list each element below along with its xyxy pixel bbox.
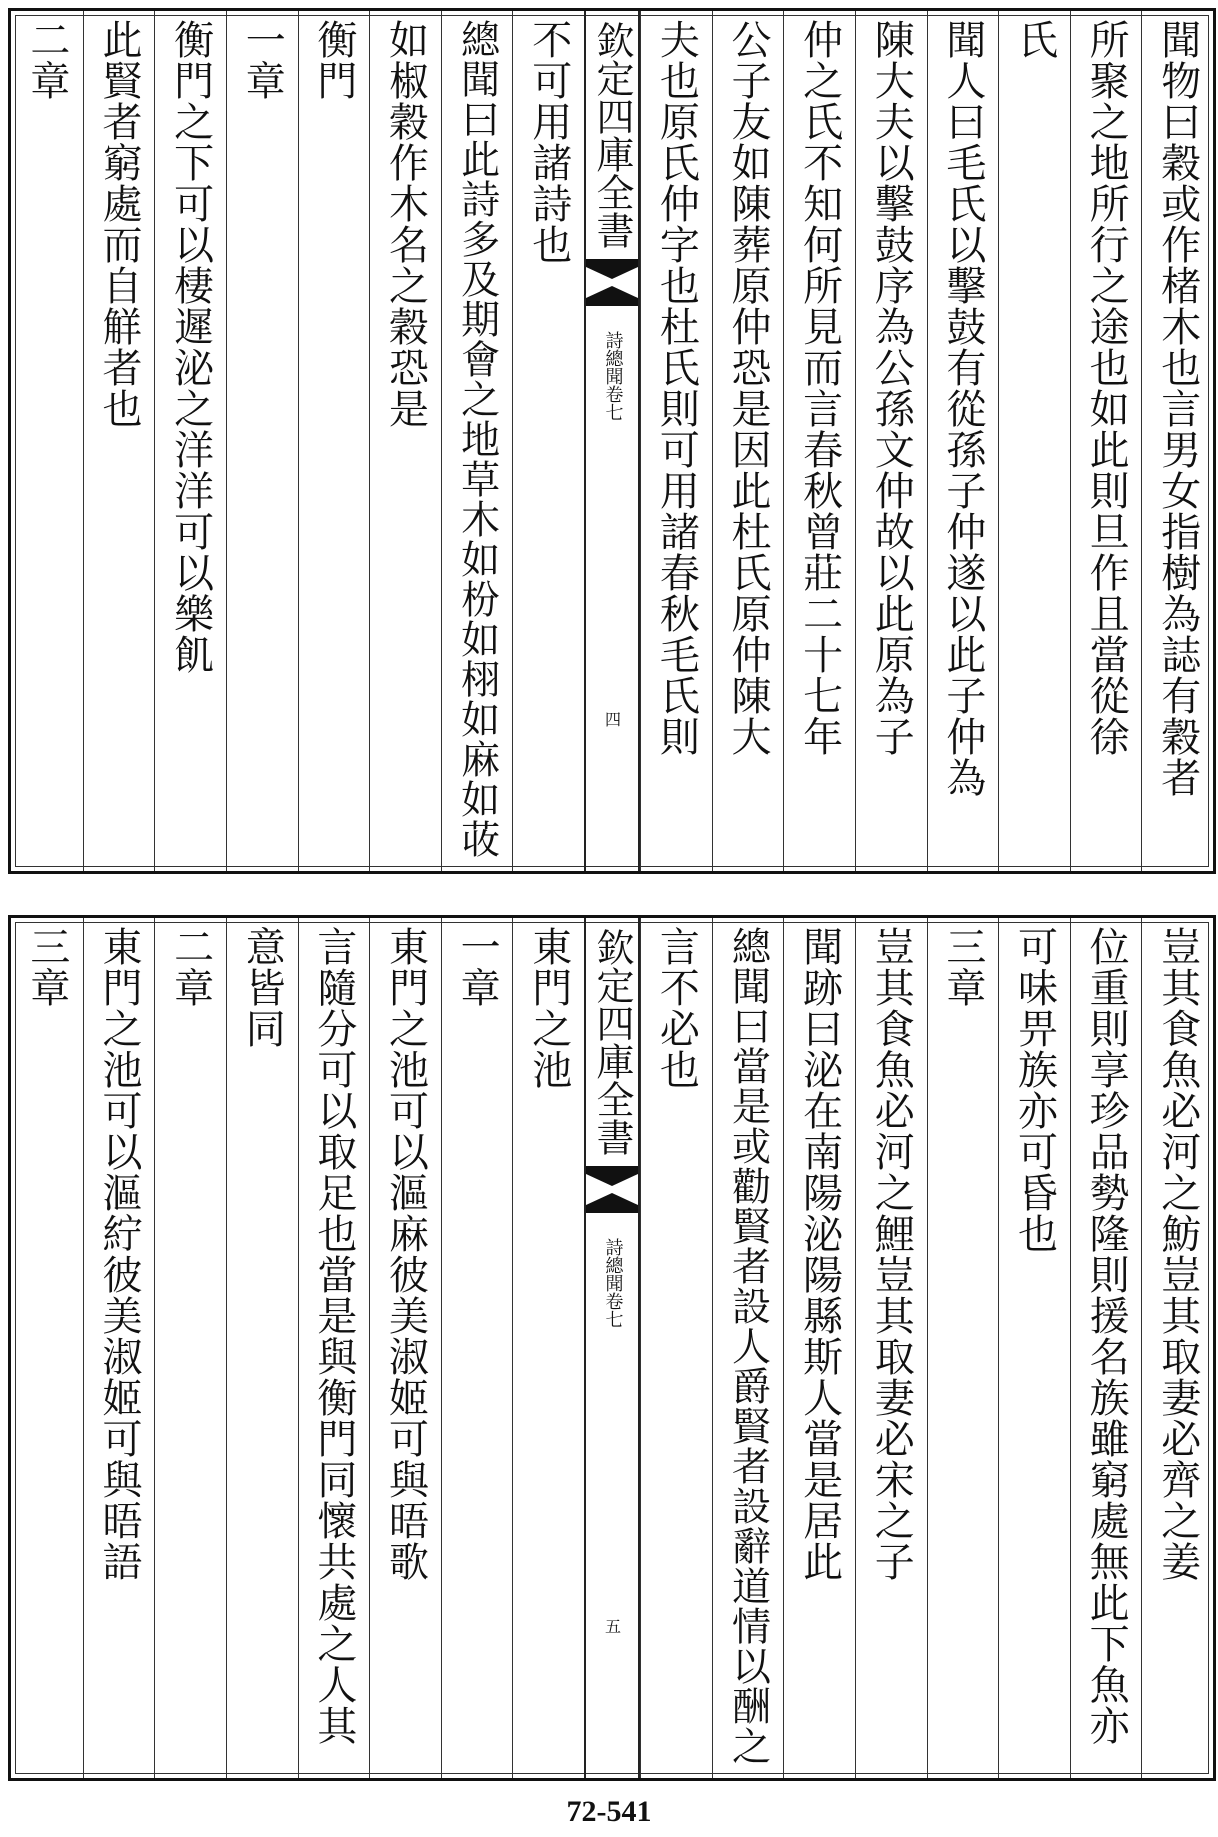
text-column [783,918,855,1778]
column-text: 可味畀族亦可昏也 [1011,926,1058,1254]
column-text: 意皆同 [239,926,286,1049]
center-margin [584,11,640,871]
text-column [154,918,226,1778]
text-column [998,918,1070,1778]
text-column [298,11,370,871]
series-title: 欽定四庫全書 [590,928,634,1156]
text-column [154,11,226,871]
column-text: 二章 [23,19,70,101]
book-name: 詩總聞 [602,1238,624,1292]
column-text: 如椒穀作木名之穀恐是 [382,19,429,429]
fishtail-mark-icon [586,1166,638,1186]
fishtail-mark-icon [586,1193,638,1213]
column-text: 聞物曰穀或作楮木也言男女指樹為誌有穀者 [1154,19,1201,798]
text-column [927,11,999,871]
leaf-number: 五 [602,1618,622,1634]
text-column [855,918,927,1778]
column-text: 總聞曰此詩多及期會之地草木如枌如栩如麻如荍 [454,19,500,859]
book-name: 詩總聞 [602,331,624,385]
column-text: 氏 [1011,19,1058,60]
page-panel-top [8,8,1216,874]
column-text: 所聚之地所行之途也如此則旦作且當從徐 [1083,19,1130,757]
column-text: 豈其食魚必河之魴豈其取妻必齊之姜 [1154,926,1201,1582]
volume-name: 卷七 [602,1292,624,1328]
text-column [369,11,441,871]
column-text: 一章 [454,926,501,1008]
column-text: 東門之池可以漚紵彼美淑姬可與晤語 [95,926,142,1582]
column-text: 公子友如陳葬原仲恐是因此杜氏原仲陳大 [724,19,771,757]
text-column [640,918,712,1778]
column-text: 言隨分可以取足也當是與衡門同懷共處之人其 [310,926,357,1746]
text-column [83,918,155,1778]
text-column [712,11,784,871]
column-text: 東門之池可以漚麻彼美淑姬可與晤歌 [382,926,429,1582]
text-column [441,11,513,871]
book-volume-label [603,331,622,421]
text-column [83,11,155,871]
column-text: 此賢者窮處而自觧者也 [95,19,142,429]
text-column [855,11,927,871]
text-column [11,11,83,871]
leaf-number: 四 [602,711,622,727]
text-column [226,918,298,1778]
text-column [298,918,370,1778]
book-volume-label [603,1238,622,1328]
page-panel-bottom [8,915,1216,1781]
text-column [1070,11,1142,871]
column-text: 二章 [167,926,214,1008]
fishtail-mark-icon [586,286,638,306]
text-column [369,918,441,1778]
text-column [927,918,999,1778]
text-column [640,11,712,871]
volume-name: 卷七 [602,385,624,421]
column-text: 言不必也 [653,926,700,1090]
column-text: 一章 [239,19,286,101]
text-column [226,11,298,871]
column-text: 聞人曰毛氏以擊鼓有從孫子仲遂以此子仲為 [939,19,986,798]
column-text: 仲之氏不知何所見而言春秋曾莊二十七年 [796,19,843,757]
text-column [998,11,1070,871]
column-text: 聞跡曰泌在南陽泌陽縣斯人當是居此 [796,926,843,1582]
text-column [441,918,513,1778]
text-column [1070,918,1142,1778]
column-text: 位重則享珍品勢隆則援名族雖窮處無此下魚亦 [1083,926,1130,1746]
column-text: 東門之池 [525,926,572,1090]
text-column [512,11,584,871]
fishtail-mark-icon [586,259,638,279]
text-column [512,918,584,1778]
text-column [1141,918,1213,1778]
column-text: 夫也原氏仲字也杜氏則可用諸春秋毛氏則 [653,19,700,757]
column-text: 不可用諸詩也 [525,19,572,265]
text-column [1141,11,1213,871]
text-column [783,11,855,871]
column-text: 豈其食魚必河之鯉豈其取妻必宋之子 [868,926,915,1582]
column-text: 三章 [939,926,986,1008]
column-text: 衡門 [310,19,357,101]
column-text: 衡門之下可以棲遲泌之洋洋可以樂飢 [167,19,214,675]
column-text: 三章 [23,926,70,1008]
center-margin [584,918,640,1778]
page-number: 72-541 [566,1795,652,1828]
text-column [712,918,784,1778]
column-text: 陳大夫以擊鼓序為公孫文仲故以此原為子 [868,19,915,757]
text-column [11,918,83,1778]
column-text: 總聞曰當是或勸賢者設人爵賢者設辭道情以酬之 [725,926,771,1766]
series-title: 欽定四庫全書 [590,21,634,249]
